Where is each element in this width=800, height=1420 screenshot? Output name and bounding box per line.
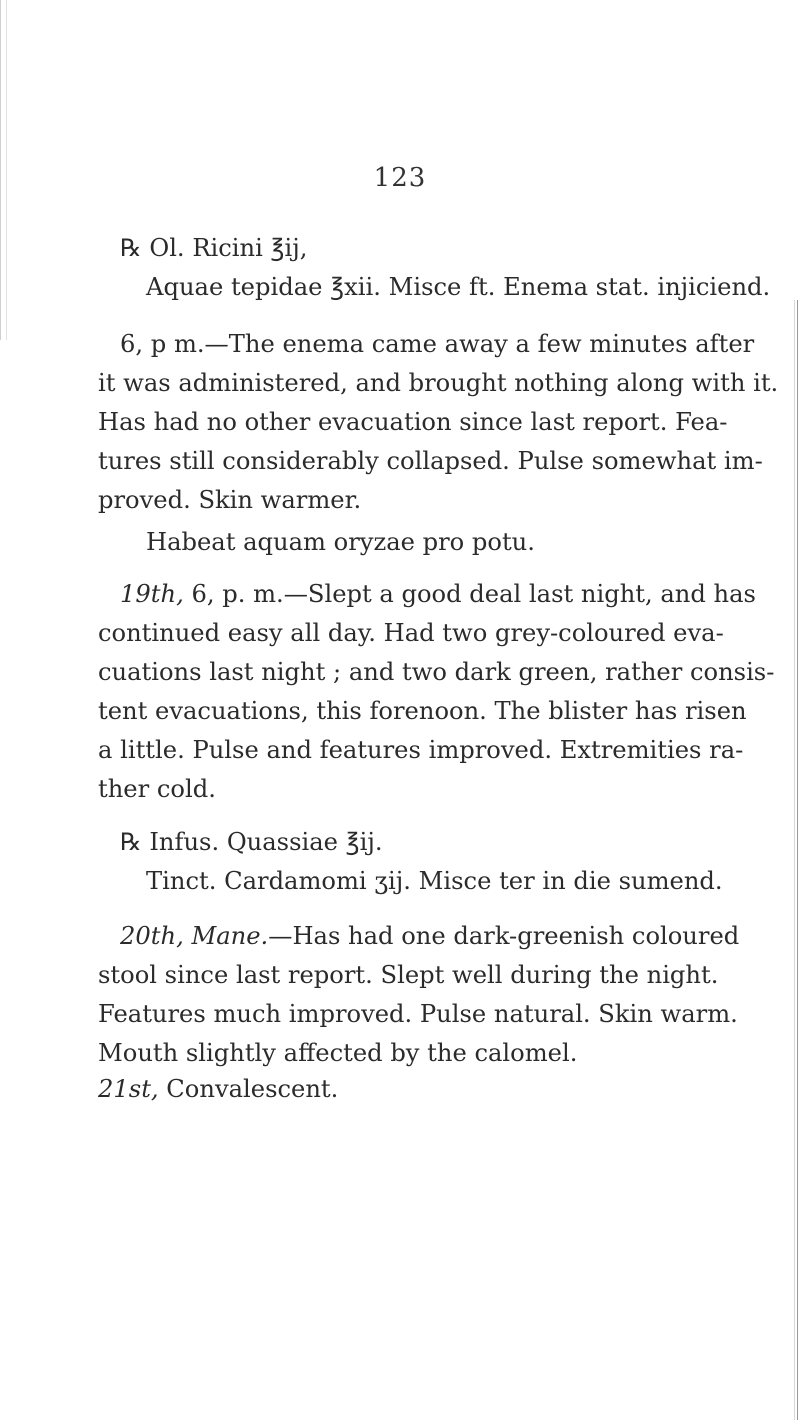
entry-date: 20th, — [120, 922, 184, 950]
paragraph-line: ther cold. — [98, 775, 216, 803]
entry-text: —Has had one dark-greenish coloured — [268, 922, 740, 950]
paragraph-line: continued easy all day. Had two grey-coloured eva- — [98, 619, 724, 647]
paragraph-line: 6, p m.—The enema came away a few minutes after — [120, 330, 755, 358]
paragraph-line — [120, 579, 756, 609]
paragraph-line: cuations last night ; and two dark green, rather consis- — [98, 658, 775, 686]
paragraph-line: stool since last report. Slept well during the night. — [98, 961, 719, 989]
paragraph-line: Has had no other evacuation since last report. Fea- — [98, 408, 728, 436]
paragraph-line: tent evacuations, this forenoon. The blister has risen — [98, 697, 747, 725]
paragraph-line: tures still considerably collapsed. Pulse somewhat im- — [98, 447, 763, 475]
paragraph-line: a little. Pulse and features improved. Extremities ra- — [98, 736, 744, 764]
paragraph-line: proved. Skin warmer. — [98, 486, 362, 514]
prescription-line: Aquae tepidae ℥xii. Misce ft. Enema stat. injiciend. — [146, 273, 771, 301]
paragraph-line — [120, 921, 739, 951]
page-number: 123 — [373, 163, 427, 193]
prescription-line: ℞ Ol. Ricini ℥ij, — [120, 234, 308, 262]
entry-text: 6, p. m.—Slept a good deal last night, and has — [183, 580, 756, 608]
order-line: Habeat aquam oryzae pro potu. — [146, 528, 535, 556]
paragraph-line: Mouth slightly affected by the calomel. — [98, 1039, 578, 1067]
paragraph-line — [98, 1074, 338, 1104]
entry-date: 21st, — [98, 1075, 159, 1103]
entry-date: 19th, — [120, 580, 184, 608]
prescription-line: ℞ Infus. Quassiae ℥ij. — [120, 828, 383, 856]
paragraph-line: Features much improved. Pulse natural. Skin warm. — [98, 1000, 738, 1028]
prescription-line: Tinct. Cardamomi ʒij. Misce ter in die sumend. — [146, 867, 723, 895]
entry-text: Convalescent. — [158, 1075, 339, 1103]
paragraph-line: it was administered, and brought nothing along with it. — [98, 369, 779, 397]
page-edge-right — [786, 300, 800, 1420]
entry-time: Mane. — [191, 922, 269, 950]
